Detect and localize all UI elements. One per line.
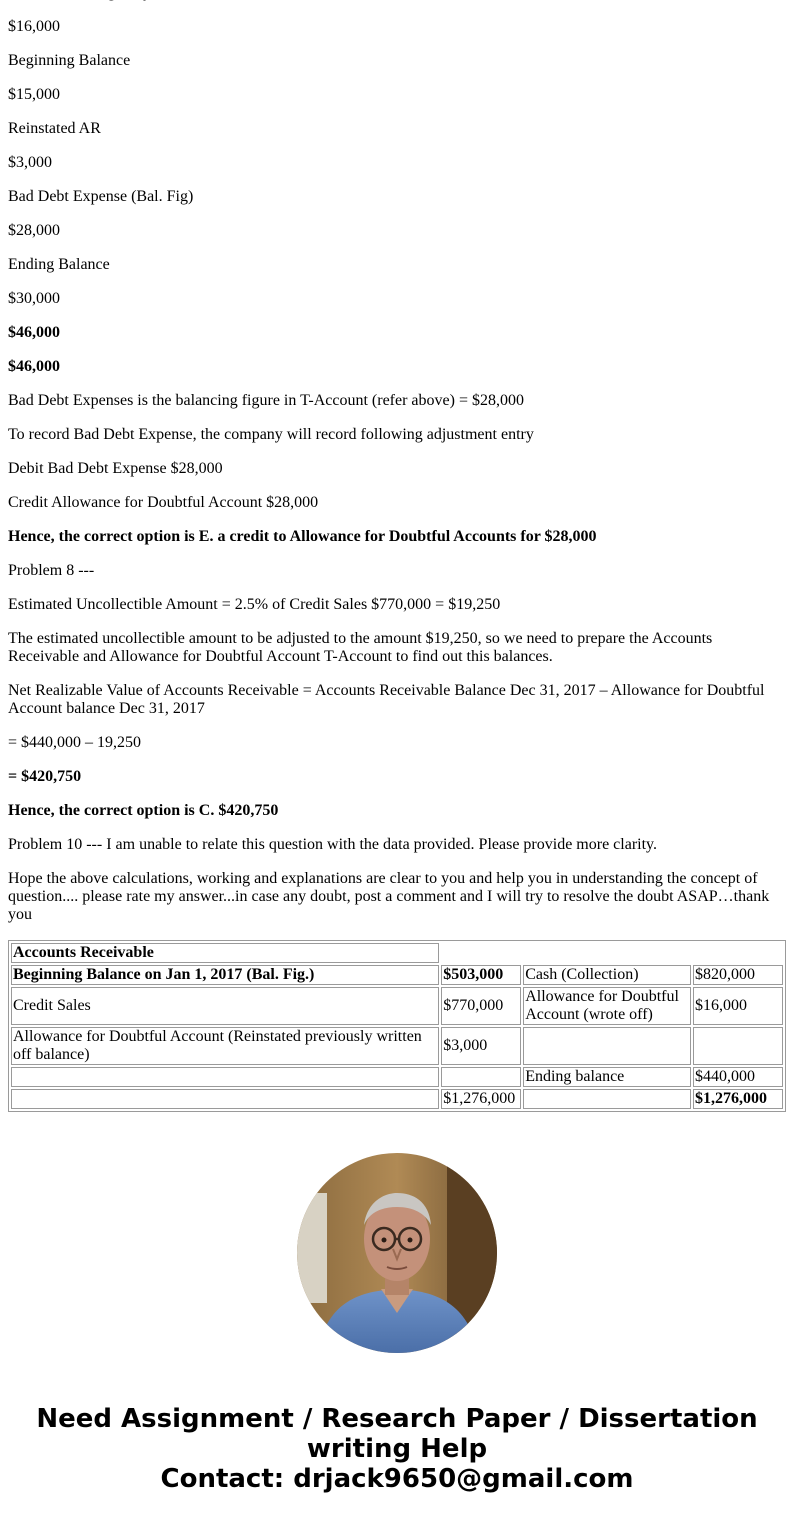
table-cell xyxy=(693,1027,783,1065)
table-row xyxy=(11,1027,783,1065)
table-total-row xyxy=(11,1089,783,1109)
explanation-line: Estimated Uncollectible Amount = 2.5% of Credit Sales $770,000 = $19,250 xyxy=(8,596,501,613)
explanation-line: Bad Debt Expenses is the balancing figure in T-Account (refer above) = $28,000 xyxy=(8,392,524,409)
document-body xyxy=(8,0,786,1112)
table-cell: $770,000 xyxy=(441,987,521,1025)
table-cell: $440,000 xyxy=(693,1067,783,1087)
amount-line: $28,000 xyxy=(8,222,60,239)
journal-debit-line: Debit Bad Debt Expense $28,000 xyxy=(8,460,223,477)
closing-paragraph: Hope the above calculations, working and explanations are clear to you and help you in understanding the concept of question.... please rate my answer...in case any doubt, post a comment and I will try to resolve the doubt ASAP…thank you xyxy=(8,870,770,923)
table-cell: Allowance for Doubtful Account (Reinstated previously written off balance) xyxy=(11,1027,439,1065)
answer-line: Hence, the correct option is C. $420,750 xyxy=(8,802,279,819)
table-cell: Allowance for Doubtful Account (wrote off) xyxy=(523,987,691,1025)
explanation-paragraph: Net Realizable Value of Accounts Receivable = Accounts Receivable Balance Dec 31, 2017 – Allowance for Doubtful Account balance Dec 31, 2017 xyxy=(8,682,765,717)
amount-line: $16,000 xyxy=(8,18,60,35)
total-line: $46,000 xyxy=(8,324,60,341)
table-cell: $820,000 xyxy=(693,965,783,985)
amount-line: $30,000 xyxy=(8,290,60,307)
table-cell: $1,276,000 xyxy=(441,1089,521,1109)
text-line: Bad Debt Expense (Bal. Fig) xyxy=(8,188,194,205)
journal-credit-line: Credit Allowance for Doubtful Account $28,000 xyxy=(8,494,319,511)
total-line: $46,000 xyxy=(8,358,60,375)
table-cell: Beginning Balance on Jan 1, 2017 (Bal. Fig.) xyxy=(11,965,439,985)
amount-line: $3,000 xyxy=(8,154,52,171)
text-line: Beginning Balance xyxy=(8,52,131,69)
table-cell: $3,000 xyxy=(441,1027,521,1065)
amount-line: $15,000 xyxy=(8,86,60,103)
table-cell: $1,276,000 xyxy=(693,1089,783,1109)
author-photo-icon xyxy=(297,1153,497,1353)
accounts-receivable-table xyxy=(8,940,786,1112)
table-row xyxy=(11,987,783,1025)
calculation-line: = $440,000 – 19,250 xyxy=(8,734,142,751)
clipped-text-line xyxy=(8,0,786,2)
table-title: Accounts Receivable xyxy=(11,943,439,963)
explanation-line: To record Bad Debt Expense, the company will record following adjustment entry xyxy=(8,426,534,443)
table-row xyxy=(11,965,783,985)
table-cell: $16,000 xyxy=(693,987,783,1025)
table-cell: Ending balance xyxy=(523,1067,691,1087)
table-cell xyxy=(11,1089,439,1109)
table-title-row xyxy=(11,943,783,963)
promo-footer xyxy=(0,1404,794,1494)
problem-note: Problem 10 --- I am unable to relate this question with the data provided. Please provide more clarity. xyxy=(8,836,657,853)
text-line: Ending Balance xyxy=(8,256,110,273)
explanation-paragraph: The estimated uncollectible amount to be adjusted to the amount $19,250, so we need to prepare the Accounts Receivable and Allowance for Doubtful Account T-Account to find out this balances. xyxy=(8,630,713,665)
footer-line: Need Assignment / Research Paper / Dissertation xyxy=(36,1404,758,1434)
table-cell: Cash (Collection) xyxy=(523,965,691,985)
table-cell xyxy=(523,1027,691,1065)
table-row xyxy=(11,1067,783,1087)
table-cell xyxy=(11,1067,439,1087)
footer-line: writing Help xyxy=(306,1434,488,1464)
table-cell: Credit Sales xyxy=(11,987,439,1025)
table-empty-cell xyxy=(441,943,783,963)
result-line: = $420,750 xyxy=(8,768,82,785)
author-avatar xyxy=(297,1153,497,1353)
table-cell xyxy=(523,1089,691,1109)
footer-contact-line: Contact: drjack9650@gmail.com xyxy=(160,1464,634,1494)
problem-heading: Problem 8 --- xyxy=(8,562,95,579)
answer-line: Hence, the correct option is E. a credit to Allowance for Doubtful Accounts for $28,000 xyxy=(8,528,597,545)
table-cell: $503,000 xyxy=(441,965,521,985)
text-line: Reinstated AR xyxy=(8,120,101,137)
table-cell xyxy=(441,1067,521,1087)
